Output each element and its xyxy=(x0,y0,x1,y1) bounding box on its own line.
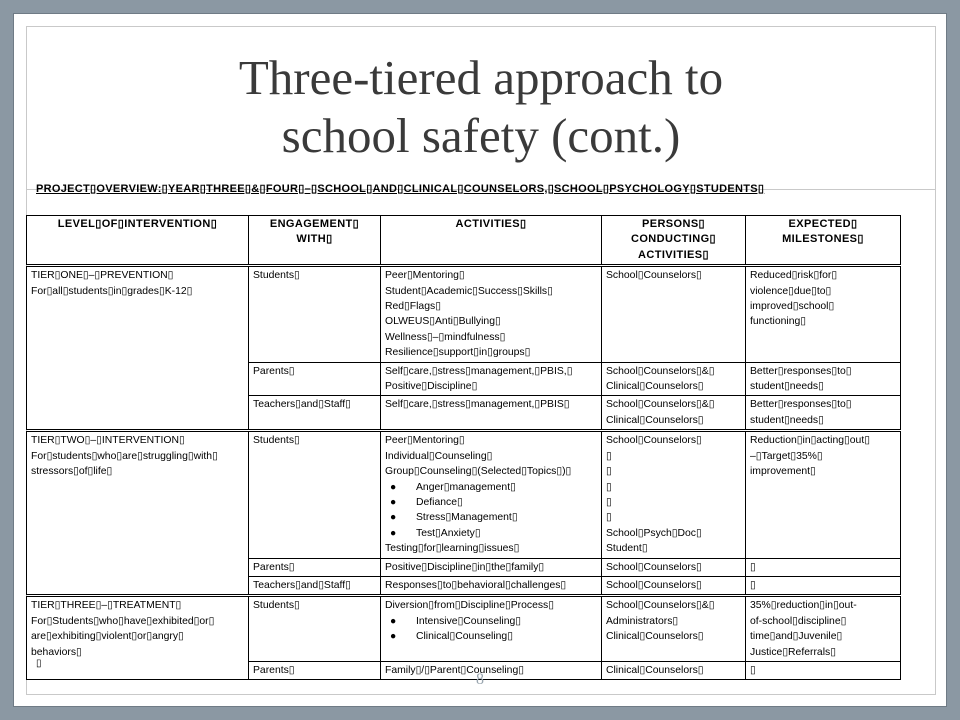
cell-line: ▯ xyxy=(606,496,612,508)
cell-line: ▯ xyxy=(750,664,756,676)
intervention-table xyxy=(26,215,901,680)
title-box xyxy=(26,26,936,190)
cell-line: Reduced▯risk▯for▯ xyxy=(750,270,838,282)
cell-line: ACTIVITIES▯ xyxy=(638,248,709,261)
activities-cell xyxy=(381,431,602,558)
page-number: 8 xyxy=(476,671,484,688)
engagement-cell xyxy=(249,266,381,362)
cell-line: Peer▯Mentoring▯ xyxy=(385,435,465,447)
activities-cell xyxy=(381,576,602,595)
cell-line: Red▯Flags▯ xyxy=(385,301,441,313)
engagement-cell xyxy=(249,558,381,576)
cell-line: student▯needs▯ xyxy=(750,414,824,426)
cell-line: Responses▯to▯behavioral▯challenges▯ xyxy=(385,579,567,591)
cell-line: School▯Counselors▯ xyxy=(606,435,702,447)
bullet-item xyxy=(385,510,597,525)
cell-line: ▯ xyxy=(750,561,756,573)
cell-line: Wellness▯–▯mindfulness▯ xyxy=(385,331,506,343)
cell-line: Individual▯Counseling▯ xyxy=(385,450,493,462)
bullet-item xyxy=(385,495,597,510)
activities-cell xyxy=(381,596,602,662)
cell-line: behaviors▯ xyxy=(31,646,82,658)
persons-cell xyxy=(602,266,746,362)
cell-line: Positive▯Discipline▯ xyxy=(385,381,478,393)
cell-line: Student▯Academic▯Success▯Skills▯ xyxy=(385,285,553,297)
cell-line: Group▯Counseling▯(Selected▯Topics▯)▯ xyxy=(385,466,572,478)
slide-title xyxy=(27,49,935,165)
bullet-dot-icon: ● xyxy=(390,496,397,508)
cell-line: student▯needs▯ xyxy=(750,381,824,393)
cell-line: TIER▯THREE▯–▯TREATMENT▯ xyxy=(31,600,182,612)
bullet-text: Defiance▯ xyxy=(416,496,463,508)
cell-line: For▯students▯who▯are▯struggling▯with▯ xyxy=(31,450,218,462)
cell-line: School▯Counselors▯&▯ xyxy=(606,365,715,377)
activities-cell xyxy=(381,362,602,396)
cell-line: Clinical▯Counselors▯ xyxy=(606,414,704,426)
cell-line: Students▯ xyxy=(253,435,300,447)
cell-line: PERSONS▯ xyxy=(641,218,706,230)
header-milestones xyxy=(746,216,901,266)
footer-mark: ▯ xyxy=(36,658,42,669)
activities-cell xyxy=(381,396,602,431)
persons-cell xyxy=(602,362,746,396)
bullet-text: Clinical▯Counseling▯ xyxy=(416,631,513,643)
engagement-cell xyxy=(249,431,381,558)
cell-line: are▯exhibiting▯violent▯or▯angry▯ xyxy=(31,631,184,643)
milestones-cell xyxy=(746,362,901,396)
header-activities xyxy=(381,216,602,266)
activities-bullets xyxy=(385,480,597,542)
bullet-text: Test▯Anxiety▯ xyxy=(416,527,481,539)
project-overview-heading: PROJECT▯OVERVIEW:▯YEAR▯THREE▯&▯FOUR▯–▯SCHOOL▯AND▯CLINICAL▯COUNSELORS,▯SCHOOL▯PSYCHOLOGY▯STUDENTS▯ xyxy=(36,183,765,195)
bullet-dot-icon: ● xyxy=(390,512,397,524)
activities-cell xyxy=(381,558,602,576)
activities-top xyxy=(385,433,597,479)
tier-one-level xyxy=(27,266,249,431)
cell-line: TIER▯ONE▯–▯PREVENTION▯ xyxy=(31,270,174,282)
bullet-dot-icon: ● xyxy=(390,615,397,627)
cell-line: improved▯school▯ xyxy=(750,301,835,313)
activities-cell xyxy=(381,266,602,362)
persons-cell xyxy=(602,431,746,558)
cell-line: Reduction▯in▯acting▯out▯ xyxy=(750,435,870,447)
tier-three-level xyxy=(27,596,249,680)
cell-line: improvement▯ xyxy=(750,466,816,478)
milestones-cell xyxy=(746,558,901,576)
cell-line: Family▯/▯Parent▯Counseling▯ xyxy=(385,664,524,676)
cell-line: CONDUCTING▯ xyxy=(630,233,716,246)
tier-two-level xyxy=(27,431,249,596)
table-header-row xyxy=(27,216,901,266)
cell-line: Better▯responses▯to▯ xyxy=(750,399,852,411)
activities-bottom xyxy=(385,541,597,556)
table-row xyxy=(27,596,901,662)
header-persons xyxy=(602,216,746,266)
cell-line: Student▯ xyxy=(606,543,648,555)
cell-line: Teachers▯and▯Staff▯ xyxy=(253,579,351,591)
cell-line: Clinical▯Counselors▯ xyxy=(606,664,704,676)
milestones-cell xyxy=(746,596,901,662)
cell-line: ▯ xyxy=(750,579,756,591)
bullet-dot-icon: ● xyxy=(390,481,397,493)
cell-line: ACTIVITIES▯ xyxy=(455,218,527,230)
cell-line: Diversion▯from▯Discipline▯Process▯ xyxy=(385,600,554,612)
cell-line: Clinical▯Counselors▯ xyxy=(606,381,704,393)
persons-cell xyxy=(602,558,746,576)
cell-line: EXPECTED▯ xyxy=(788,218,858,230)
cell-line: stressors▯of▯life▯ xyxy=(31,466,113,478)
cell-line: School▯Counselors▯ xyxy=(606,579,702,591)
bullet-item xyxy=(385,526,597,541)
header-engagement xyxy=(249,216,381,266)
cell-line: OLWEUS▯Anti▯Bullying▯ xyxy=(385,316,501,328)
persons-cell xyxy=(602,596,746,662)
bullet-item xyxy=(385,480,597,495)
engagement-cell xyxy=(249,396,381,431)
cell-line: Resilience▯support▯in▯groups▯ xyxy=(385,347,531,359)
bullet-item xyxy=(385,629,597,644)
cell-line: Teachers▯and▯Staff▯ xyxy=(253,399,351,411)
engagement-cell xyxy=(249,362,381,396)
cell-line: Self▯care,▯stress▯management,▯PBIS▯ xyxy=(385,399,570,411)
persons-cell xyxy=(602,396,746,431)
cell-line: LEVEL▯OF▯INTERVENTION▯ xyxy=(57,218,218,230)
cell-line: For▯Students▯who▯have▯exhibited▯or▯ xyxy=(31,615,215,627)
cell-line: Justice▯Referrals▯ xyxy=(750,646,836,658)
cell-line: functioning▯ xyxy=(750,316,806,328)
title-line-2: school safety (cont.) xyxy=(281,108,681,163)
milestones-cell xyxy=(746,431,901,558)
bullet-text: Intensive▯Counseling▯ xyxy=(416,615,522,627)
cell-line: 35%▯reduction▯in▯out- xyxy=(750,600,857,612)
milestones-cell xyxy=(746,576,901,595)
cell-line: ▯ xyxy=(606,481,612,493)
cell-line: MILESTONES▯ xyxy=(782,233,864,246)
cell-line: ▯ xyxy=(606,450,612,462)
cell-line: Students▯ xyxy=(253,270,300,282)
cell-line: Students▯ xyxy=(253,600,300,612)
cell-line: Parents▯ xyxy=(253,664,295,676)
cell-line: School▯Counselors▯&▯ xyxy=(606,399,715,411)
table-row xyxy=(27,431,901,558)
cell-line: –▯Target▯35%▯ xyxy=(750,450,823,462)
cell-line: School▯Counselors▯ xyxy=(606,270,702,282)
bullet-dot-icon: ● xyxy=(390,631,397,643)
cell-line: School▯Counselors▯ xyxy=(606,561,702,573)
bullet-item xyxy=(385,614,597,629)
milestones-cell xyxy=(746,266,901,362)
cell-line: WITH▯ xyxy=(296,233,333,246)
title-line-1: Three-tiered approach to xyxy=(238,50,724,105)
cell-line: ▯ xyxy=(606,512,612,524)
engagement-cell xyxy=(249,576,381,595)
header-level xyxy=(27,216,249,266)
activities-bullets xyxy=(385,614,597,645)
milestones-cell xyxy=(746,396,901,431)
cell-line: Parents▯ xyxy=(253,365,295,377)
cell-line: School▯Counselors▯&▯ xyxy=(606,600,715,612)
bullet-text: Stress▯Management▯ xyxy=(416,512,518,524)
cell-line: Clinical▯Counselors▯ xyxy=(606,631,704,643)
cell-line: Positive▯Discipline▯in▯the▯family▯ xyxy=(385,561,545,573)
cell-line: School▯Psych▯Doc▯ xyxy=(606,527,702,539)
bullet-text: Anger▯management▯ xyxy=(416,481,516,493)
cell-line: ENGAGEMENT▯ xyxy=(269,218,360,230)
engagement-cell xyxy=(249,596,381,662)
cell-line: Testing▯for▯learning▯issues▯ xyxy=(385,543,520,555)
cell-line: Better▯responses▯to▯ xyxy=(750,365,852,377)
cell-line: For▯all▯students▯in▯grades▯K-12▯ xyxy=(31,285,193,297)
cell-line: violence▯due▯to▯ xyxy=(750,285,832,297)
activities-top xyxy=(385,598,597,613)
cell-line: of-school▯discipline▯ xyxy=(750,615,847,627)
bullet-dot-icon: ● xyxy=(390,527,397,539)
cell-line: Self▯care,▯stress▯management,▯PBIS,▯ xyxy=(385,365,573,377)
cell-line: Administrators▯ xyxy=(606,615,679,627)
cell-line: ▯ xyxy=(606,466,612,478)
table-row xyxy=(27,266,901,362)
cell-line: TIER▯TWO▯–▯INTERVENTION▯ xyxy=(31,435,185,447)
cell-line: time▯and▯Juvenile▯ xyxy=(750,631,843,643)
cell-line: Peer▯Mentoring▯ xyxy=(385,270,465,282)
cell-line: Parents▯ xyxy=(253,561,295,573)
persons-cell xyxy=(602,576,746,595)
